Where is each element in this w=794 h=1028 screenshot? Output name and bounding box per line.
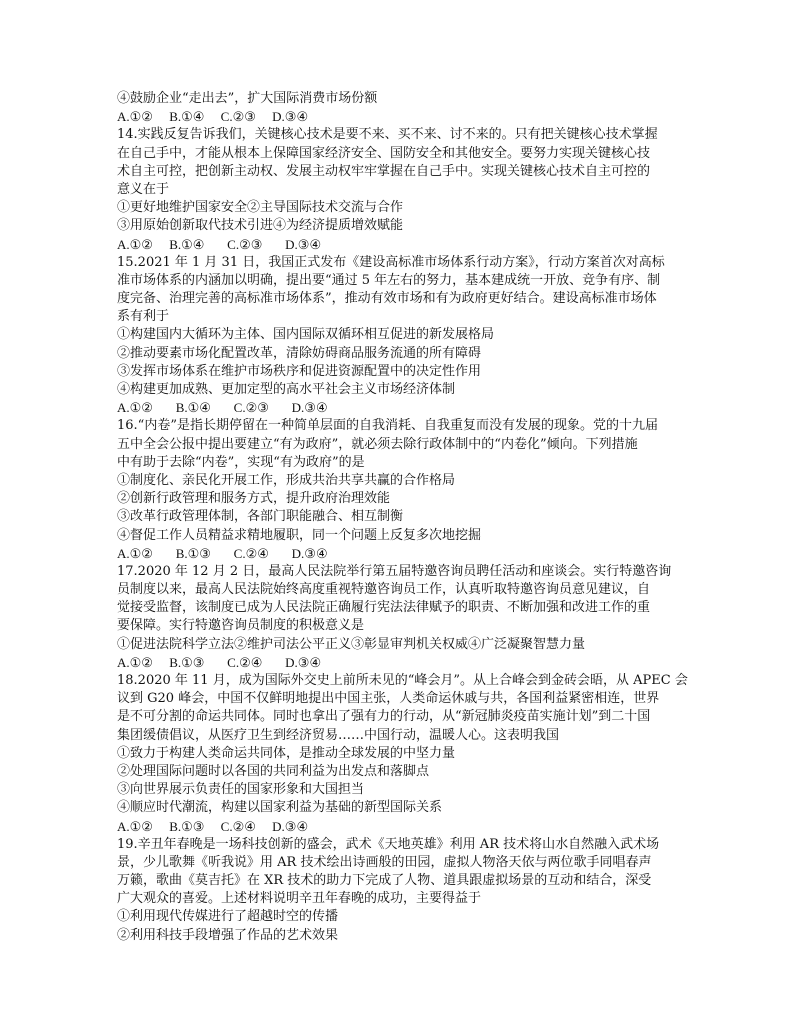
question-text-line: 18.2020 年 11 月，成为国际外交史上前所未见的“峰会月”。从上合峰会到金砖会晤，从 APEC 会 xyxy=(117,673,688,688)
question-text-line: ①致力于构建人类命运共同体，是推动全球发展的中坚力量 xyxy=(117,745,456,761)
question-text-line: ②处理国际问题时以各国的共同利益为出发点和落脚点 xyxy=(117,763,430,779)
question-text-line: 集团缓债倡议，从医疗卫生到经济贸易……中国行动，温暖人心。这表明我国 xyxy=(117,727,560,743)
question-text-line: ②创新行政管理和服务方式，提升政府治理效能 xyxy=(117,491,391,507)
question-text-line: 术自主可控，把创新主动权、发展主动权牢牢掌握在自己手中。实现关键核心技术自主可控的 xyxy=(117,163,651,179)
question-text-line: ④顺应时代潮流，构建以国家利益为基础的新型国际关系 xyxy=(117,800,443,816)
question-text-line: 系有利于 xyxy=(117,309,170,325)
question-text-line: 要保障。实行特邀咨询员制度的积极意义是 xyxy=(117,618,365,634)
question-q14 xyxy=(117,126,707,253)
answer-options: A.①② B.①③ C.②④ D.③④ xyxy=(117,818,309,834)
question-q13-tail xyxy=(117,90,707,126)
question-text-line: ④督促工作人员精益求精地履职，同一个问题上反复多次地挖掘 xyxy=(117,527,482,543)
question-q19 xyxy=(117,836,707,945)
question-text-line: ③发挥市场体系在维护市场秩序和促进资源配置中的决定性作用 xyxy=(117,363,482,379)
question-text-line: ②利用科技手段增强了作品的艺术效果 xyxy=(117,927,339,943)
question-text-line: 16.“内卷”是指长期停留在一种简单层面的自我消耗、自我重复而没有发展的现象。党的十九届 xyxy=(117,418,658,434)
question-text-line: 是不可分割的命运共同体。同时也拿出了强有力的行动，从“新冠肺炎疫苗实施计划”到二十国 xyxy=(117,709,651,725)
question-text-line: 准市场体系的内涵加以明确，提出要“通过 5 年左右的努力，基本建成统一开放、竞争有序、制 xyxy=(117,272,661,288)
question-text-line: ④构建更加成熟、更加定型的高水平社会主义市场经济体制 xyxy=(117,382,456,397)
question-text-line: ②推动要素市场化配置改革，清除妨碍商品服务流通的所有障碍 xyxy=(117,345,482,361)
question-q18 xyxy=(117,672,707,836)
question-text-line: 员制度以来，最高人民法院始终高度重视特邀咨询员工作，认真听取特邀咨询员意见建议，自 xyxy=(117,582,651,598)
answer-options: A.①② B.①④ C.②③ D.③④ xyxy=(117,236,322,252)
question-q15 xyxy=(117,254,707,418)
question-text-line: 景，少儿歌舞《听我说》用 AR 技术绘出诗画般的田园，虚拟人物洛天依与两位歌手同唱春声 xyxy=(117,854,652,870)
question-text-line: ①利用现代传媒进行了超越时空的传播 xyxy=(117,909,339,925)
question-text-line: ③向世界展示负责任的国家形象和大国担当 xyxy=(117,782,365,798)
answer-options: A.①② B.①④ C.②③ D.③④ xyxy=(117,109,309,125)
answer-options: A.①② B.①③ C.②④ D.③④ xyxy=(117,545,328,561)
question-text-line: 度完备、治理完善的高标准市场体系”，推动有效市场和有为政府更好结合。建设高标准市场体 xyxy=(117,291,657,307)
question-text-line: 万籁，歌曲《莫吉托》在 XR 技术的助力下完成了人物、道具跟虚拟场景的互动和结合，深受 xyxy=(117,873,652,889)
question-text-line: 17.2020 年 12 月 2 日，最高人民法院举行第五届特邀咨询员聘任活动和座谈会。实行特邀咨询 xyxy=(117,563,672,579)
answer-options: A.①② B.①③ C.②④ D.③④ xyxy=(117,654,322,670)
question-text-line: ①促进法院科学立法②维护司法公平正义③彰显审判机关权威④广泛凝聚智慧力量 xyxy=(117,636,586,652)
question-text-line: 14.实践反复告诉我们，关键核心技术是要不来、买不来、讨不来的。只有把关键核心技术掌握 xyxy=(117,127,658,143)
question-text-line: 意义在于 xyxy=(117,181,170,197)
question-text-line: ④鼓励企业“走出去”，扩大国际消费市场份额 xyxy=(117,91,378,106)
question-text-line: 中有助于去除“内卷”，实现“有为政府”的是 xyxy=(117,454,365,470)
question-text-line: 15.2021 年 1 月 31 日，我国正式发布《建设高标准市场体系行动方案》，行动方案首次对高标 xyxy=(117,254,665,270)
question-q17 xyxy=(117,563,707,672)
question-text-line: 议到 G20 峰会，中国不仅鲜明地提出中国主张，人类命运休戚与共，各国利益紧密相连，世界 xyxy=(117,691,660,707)
question-text-line: ①更好地维护国家安全②主导国际技术交流与合作 xyxy=(117,200,404,216)
question-text-line: 19.辛丑年春晚是一场科技创新的盛会，武术《天地英雄》利用 AR 技术将山水自然融入武术场 xyxy=(117,836,660,852)
question-text-line: ①制度化、亲民化开展工作，形成共治共享共赢的合作格局 xyxy=(117,472,456,488)
question-text-line: 在自己手中，才能从根本上保障国家经济安全、国防安全和其他安全。要努力实现关键核心技 xyxy=(117,145,651,161)
question-q16 xyxy=(117,417,707,563)
question-text-line: ①构建国内大循环为主体、国内国际双循环相互促进的新发展格局 xyxy=(117,327,495,343)
exam-page xyxy=(117,90,707,945)
question-text-line: 觉接受监督，该制度已成为人民法院正确履行宪法法律赋予的职责、不断加强和改进工作的重 xyxy=(117,600,651,616)
question-text-line: ③用原始创新取代技术引进④为经济提质增效赋能 xyxy=(117,218,404,234)
question-text-line: 五中全会公报中提出要建立“有为政府”，就必须去除行政体制中的“内卷化”倾向。下列措施 xyxy=(117,436,638,452)
question-text-line: ③改革行政管理体制，各部门职能融合、相互制衡 xyxy=(117,509,404,525)
answer-options: A.①② B.①④ C.②③ D.③④ xyxy=(117,400,328,416)
question-text-line: 广大观众的喜爱。上述材料说明辛丑年春晚的成功，主要得益于 xyxy=(117,891,482,907)
